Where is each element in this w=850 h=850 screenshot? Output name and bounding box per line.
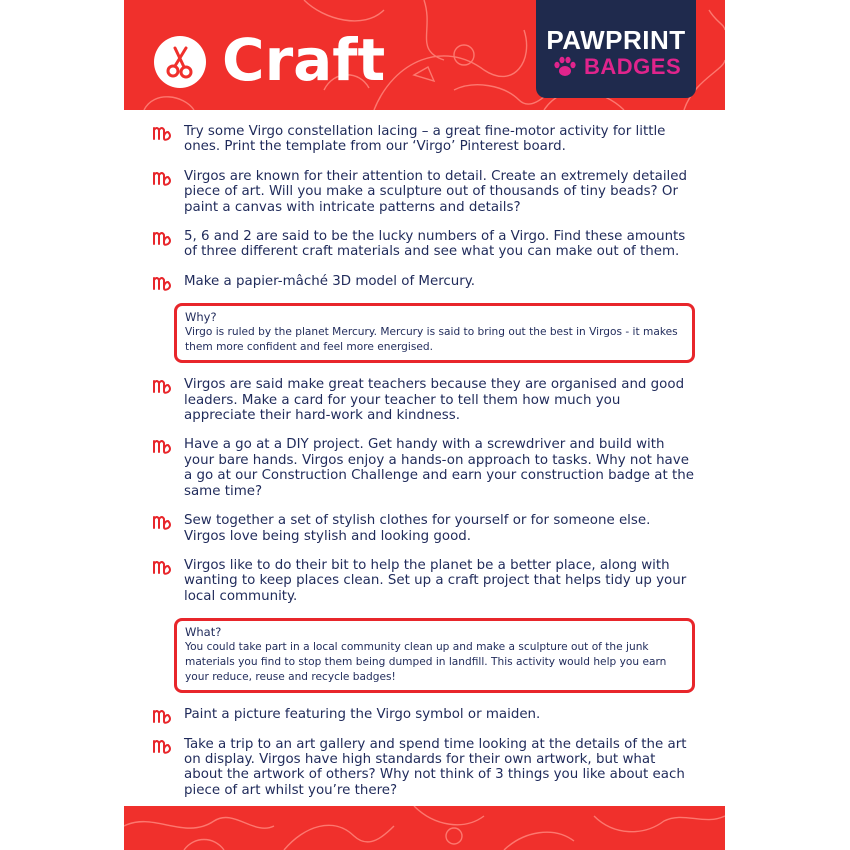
virgo-symbol-icon bbox=[152, 514, 174, 530]
list-item bbox=[124, 124, 725, 155]
scissors-icon bbox=[154, 36, 206, 88]
brand-name-line2: BADGES bbox=[584, 54, 682, 79]
virgo-symbol-icon bbox=[152, 275, 174, 291]
item-text: Sew together a set of stylish clothes for yourself or for someone else. Virgos love being stylish and looking good. bbox=[184, 513, 651, 544]
what-box bbox=[174, 618, 695, 693]
item-text: Make a papier-mâché 3D model of Mercury. bbox=[184, 273, 476, 289]
virgo-symbol-icon bbox=[152, 378, 174, 394]
why-text: Virgo is ruled by the planet Mercury. Mercury is said to bring out the best in Virgos - it makes them more confident and feel more energised. bbox=[185, 326, 678, 354]
list-item bbox=[124, 169, 725, 215]
item-text: Virgos are known for their attention to detail. Create an extremely detailed piece of art. Will you make a sculpture out of thousands of tiny beads? Or paint a canvas with intricate patterns and details? bbox=[184, 168, 688, 215]
list-item bbox=[124, 274, 725, 289]
list-item bbox=[124, 437, 725, 499]
list-item bbox=[124, 377, 725, 423]
why-heading: Why? bbox=[185, 310, 217, 325]
virgo-symbol-icon bbox=[152, 438, 174, 454]
brand-logo bbox=[536, 0, 696, 98]
item-text: Have a go at a DIY project. Get handy with a screwdriver and build with your bare hands. Virgos enjoy a hands-on approach to tasks. Why not have a go at our Construction Challenge and earn your construction badge at the same time? bbox=[184, 437, 694, 499]
virgo-symbol-icon bbox=[152, 170, 174, 186]
virgo-symbol-icon bbox=[152, 125, 174, 141]
activity-list bbox=[124, 124, 725, 812]
list-item bbox=[124, 737, 725, 799]
list-item bbox=[124, 513, 725, 544]
footer-banner bbox=[124, 806, 725, 850]
what-heading: What? bbox=[185, 625, 222, 640]
header-banner bbox=[124, 0, 725, 110]
item-text: Virgos like to do their bit to help the planet be a better place, along with wanting to keep places clean. Set up a craft project that helps tidy up your local community. bbox=[184, 557, 687, 604]
list-item bbox=[124, 707, 725, 722]
why-box bbox=[174, 303, 695, 363]
item-text: Try some Virgo constellation lacing – a great fine-motor activity for little ones. Print the template from our ‘Virgo’ Pinterest board. bbox=[184, 124, 666, 155]
brand-name-line1: PAWPRINT bbox=[546, 25, 686, 55]
virgo-symbol-icon bbox=[152, 708, 174, 724]
virgo-symbol-icon bbox=[152, 230, 174, 246]
worksheet-page bbox=[124, 0, 725, 850]
virgo-symbol-icon bbox=[152, 738, 174, 754]
decorative-line-art bbox=[124, 806, 725, 850]
virgo-symbol-icon bbox=[152, 559, 174, 575]
list-item bbox=[124, 558, 725, 604]
item-text: Virgos are said make great teachers because they are organised and good leaders. Make a card for your teacher to tell them how much you appreciate their hard-work and kindness. bbox=[184, 377, 685, 424]
list-item bbox=[124, 229, 725, 260]
item-text: Take a trip to an art gallery and spend time looking at the details of the art on display. Virgos have high standards for their own artwork, but what about the artwork of others? Why not think of 3 things you like about each piece of art whilst you’re there? bbox=[184, 736, 687, 798]
paw-icon bbox=[552, 54, 578, 80]
item-text: 5, 6 and 2 are said to be the lucky numbers of a Virgo. Find these amounts of three different craft materials and see what you can make out of them. bbox=[184, 229, 686, 260]
what-text: You could take part in a local community clean up and make a sculpture out of the junk materials you find to stop them being dumped in landfill. This activity would help you earn your reduce, reuse and recycle badges! bbox=[185, 641, 667, 684]
page-title: Craft bbox=[222, 26, 386, 94]
item-text: Paint a picture featuring the Virgo symbol or maiden. bbox=[184, 707, 541, 723]
